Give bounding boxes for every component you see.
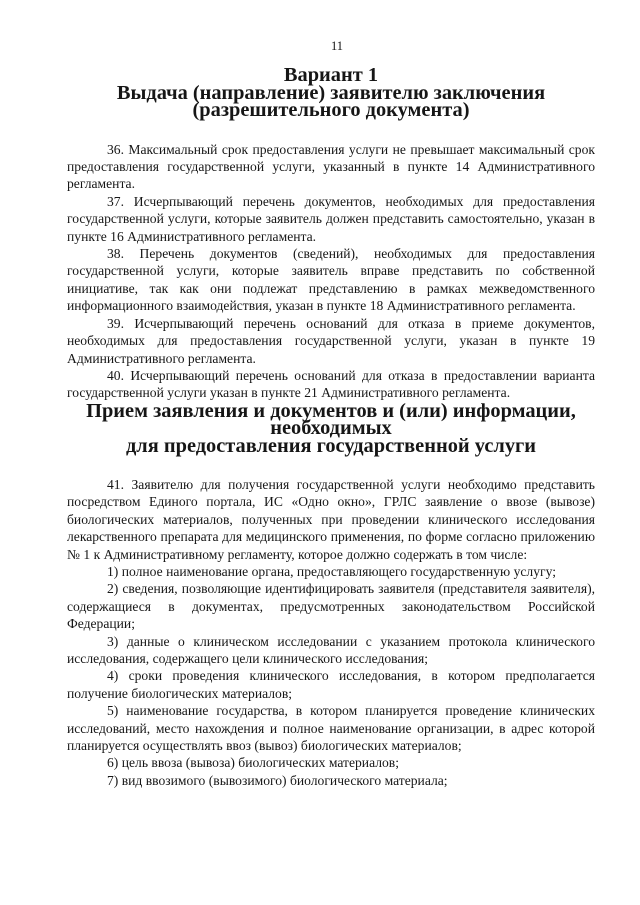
paragraph-40: 40. Исчерпывающий перечень оснований для отказа в предоставлении варианта государственной услуги указан в пункте 21 Административного регламента. bbox=[67, 367, 595, 401]
list-item-2: 2) сведения, позволяющие идентифицировать заявителя (представителя заявителя), содержащиеся в документах, предусмотренных законодательством Российской Федерации; bbox=[67, 581, 595, 632]
list-item-4: 4) сроки проведения клинического исследования, в котором предполагается получение биологических материалов; bbox=[67, 668, 595, 701]
variant-title: Вариант 1 bbox=[283, 64, 379, 87]
list-item-6: 6) цель ввоза (вывоза) биологических материалов; bbox=[107, 755, 400, 771]
list-item-1: 1) полное наименование органа, предоставляющего государственную услугу; bbox=[107, 563, 556, 579]
paragraph-36: 36. Максимальный срок предоставления услуги не превышает максимальный срок предоставления государственной услуги, указанный в пункте 14 Административного регламента. bbox=[67, 141, 595, 192]
list-item-7: 7) вид ввозимого (вывозимого) биологического материала; bbox=[107, 772, 448, 788]
section-heading bbox=[67, 399, 595, 457]
page-number: 11 bbox=[330, 39, 344, 53]
list-item-5: 5) наименование государства, в котором планируется проведение клинических исследований, место нахождения и полное наименование организации, в адрес которой планируется осуществлять ввоз (вывоз) биологических материалов; bbox=[67, 703, 595, 754]
paragraph-39: 39. Исчерпывающий перечень оснований для отказа в приеме документов, необходимых для предоставления государственной услуги, указан в пункте 19 Административного регламента. bbox=[67, 315, 595, 366]
variant-heading bbox=[67, 64, 595, 122]
paragraph-41: 41. Заявителю для получения государственной услуги необходимо представить посредством Единого портала, ИС «Одно окно», ГРЛС заявление о ввозе (вывозе) биологических материалов, полученных при проведении клинического исследования лекарственного препарата для медицинского применения, по форме согласно приложению № 1 к Административному регламенту, которое должно содержать в том числе: bbox=[67, 476, 595, 562]
paragraph-38: 38. Перечень документов (сведений), необходимых для предоставления государственной услуги, которые заявитель вправе представить по собственной инициативе, так как они подлежат представлению в рамках межведомственного информационного взаимодействия, указан в пункте 18 Административного регламента. bbox=[67, 246, 595, 314]
paragraph-37: 37. Исчерпывающий перечень документов, необходимых для предоставления государственной услуги, которые заявитель должен представить самостоятельно, указан в пункте 16 Административного регламента. bbox=[67, 193, 595, 244]
section-heading-line-2: для предоставления государственной услуги bbox=[125, 434, 537, 457]
variant-subtitle-line-2: (разрешительного документа) bbox=[192, 99, 470, 122]
variant-subtitle-line-1: Выдача (направление) заявителю заключения bbox=[116, 81, 546, 104]
list-item-3: 3) данные о клиническом исследовании с указанием протокола клинического исследования, содержащего цели клинического исследования; bbox=[67, 633, 595, 666]
section-heading-line-1: Прием заявления и документов и (или) информации, необходимых bbox=[86, 399, 576, 440]
